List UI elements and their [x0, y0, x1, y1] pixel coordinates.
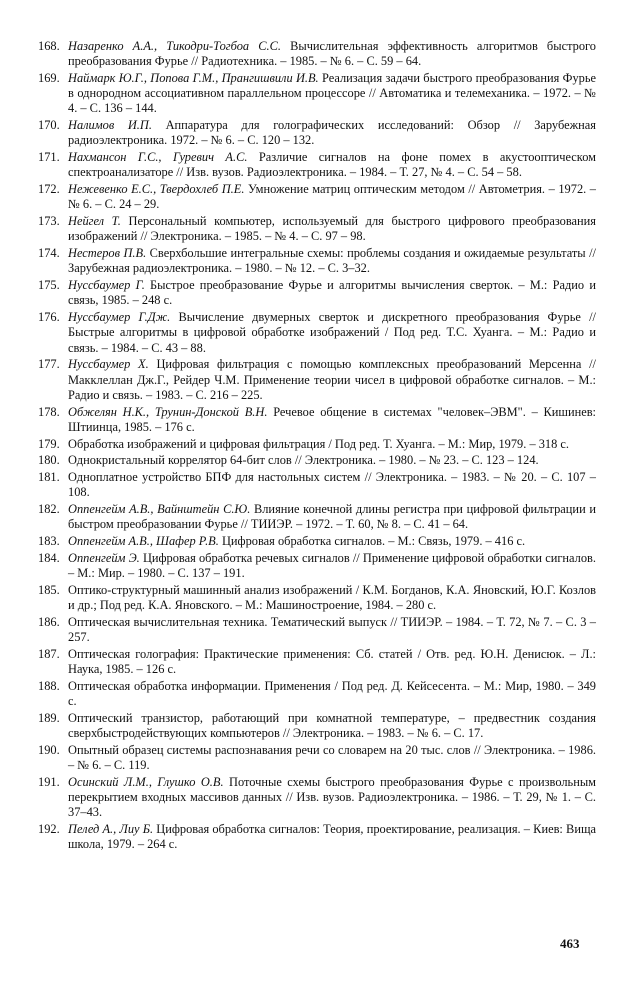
reference-text: [68, 711, 596, 741]
reference-number: 182.: [38, 502, 60, 517]
reference-body: Цифровая фильтрация с помощью комплексных преобразований Мерсенна // Макклеллан Дж.Г., Рейдер Ч.М. Применение теории чисел в цифровой обработке сигналов. – М.: Радио и связь. – 1983. – С. 216 – 225.: [68, 357, 596, 402]
reference-text: [68, 775, 596, 821]
reference-authors: Нежевенко Е.С., Твердохлеб П.Е.: [68, 182, 245, 197]
reference-entry: [38, 357, 596, 403]
reference-body: Различие сигналов на фоне помех в акустооптическом спектроанализаторе // Изв. вузов. Радиоэлектроника. – 1984. – Т. 27, № 4. – С. 54 – 58.: [68, 150, 596, 180]
reference-number: 172.: [38, 182, 60, 197]
reference-body: Персональный компьютер, используемый для быстрого цифрового преобразования изображений // Электроника. – 1985. – № 4. – С. 97 – 98.: [68, 214, 596, 244]
reference-authors: Оппенгейм Э.: [68, 551, 140, 565]
reference-text: [68, 278, 596, 308]
reference-entry: [38, 743, 596, 773]
reference-number: 171.: [38, 150, 60, 165]
reference-entry: [38, 278, 596, 308]
reference-text: [68, 246, 596, 276]
reference-entry: [38, 310, 596, 356]
reference-number: 170.: [38, 118, 60, 133]
reference-text: [68, 534, 596, 549]
reference-authors: Нуссбаумер Г.: [68, 278, 145, 293]
reference-text: [68, 615, 596, 645]
reference-number: 183.: [38, 534, 60, 549]
reference-body: Реализация задачи быстрого преобразования Фурье в однородном ассоциативном параллельном процессоре // Автоматика и телемеханика. – 1972. – № 4. – С. 136 – 144.: [68, 71, 596, 116]
reference-number: 169.: [38, 71, 60, 85]
reference-authors: Нуссбаумер Г.Дж.: [68, 310, 171, 325]
reference-number: 175.: [38, 278, 60, 293]
reference-body: Однокристальный коррелятор 64-бит слов // Электроника. – 1980. – № 23. – С. 123 – 124.: [68, 453, 539, 468]
reference-text: [68, 437, 596, 452]
reference-body: Речевое общение в системах "человек–ЭВМ". – Кишинев: Штиинца, 1985. – 176 с.: [68, 404, 596, 434]
reference-body: Опытный образец системы распознавания речи со словарем на 20 тыс. слов // Электроника. – 1986. – № 6. – С. 119.: [68, 743, 596, 773]
reference-entry: [38, 711, 596, 741]
reference-number: 192.: [38, 822, 60, 837]
reference-authors: Пелед А., Лиу Б.: [68, 822, 154, 837]
page-number: 463: [560, 936, 580, 951]
reference-body: Оптическая вычислительная техника. Тематический выпуск // ТИИЭР. – 1984. – Т. 72, № 7. – С. 3 – 257.: [68, 615, 596, 645]
reference-authors: Осинский Л.М., Глушко О.В.: [68, 775, 224, 789]
reference-text: [68, 118, 596, 148]
reference-entry: [38, 551, 596, 581]
reference-entry: [38, 534, 596, 549]
reference-body: Сверхбольшие интегральные схемы: проблемы создания и ожидаемые результаты // Зарубежная радиоэлектроника. – 1980. – № 12. – С. 3–32.: [68, 246, 596, 276]
reference-body: Влияние конечной длины регистра при цифровой фильтрации и быстром преобразовании Фурье // ТИИЭР. – 1972. – Т. 60, № 8. – С. 41 – 64.: [68, 502, 596, 532]
reference-body: Быстрое преобразование Фурье и алгоритмы вычисления сверток. – М.: Радио и связь, 1985. – 248 с.: [68, 278, 596, 308]
reference-body: Обработка изображений и цифровая фильтрация / Под ред. Т. Хуанга. – М.: Мир, 1979. – 318 с.: [68, 436, 570, 451]
reference-text: [68, 822, 596, 852]
reference-body: Вычисление двумерных сверток и дискретного преобразования Фурье // Быстрые алгоритмы в цифровой обработке изображений / Под ред. Т.С. Хуанга. – М.: Радио и связь. – 1984. – С. 43 – 88.: [68, 310, 596, 355]
reference-body: Одноплатное устройство БПФ для настольных систем // Электроника. – 1983. – № 20. – С. 107 – 108.: [68, 470, 596, 500]
reference-entry: [38, 71, 596, 117]
reference-number: 188.: [38, 679, 60, 693]
reference-body: Поточные схемы быстрого преобразования Фурье с произвольным перекрытием входных массивов данных // Изв. вузов. Радиоэлектроника. – 1986. – Т. 29, № 1. – С. 37–43.: [68, 775, 596, 820]
reference-entry: [38, 775, 596, 821]
reference-entry: [38, 214, 596, 244]
reference-text: [68, 583, 596, 613]
reference-number: 173.: [38, 214, 60, 229]
reference-body: Вычислительная эффективность алгоритмов быстрого преобразования Фурье // Радиотехника. – 1985. – № 6. – С. 59 – 64.: [68, 39, 596, 69]
reference-number: 174.: [38, 246, 60, 261]
reference-body: Цифровая обработка сигналов. – М.: Связь, 1979. – 416 с.: [221, 534, 526, 549]
reference-entry: [38, 437, 596, 452]
reference-entry: [38, 118, 596, 148]
reference-text: [68, 182, 596, 212]
reference-number: 181.: [38, 470, 60, 485]
reference-number: 179.: [38, 436, 60, 451]
reference-body: Цифровая обработка сигналов: Теория, проектирование, реализация. – Киев: Вища школа, 1979. – 264 с.: [68, 822, 596, 852]
reference-body: Умножение матриц оптическим методом // Автометрия. – 1972. – № 6. – С. 24 – 29.: [68, 182, 596, 212]
reference-entry: [38, 150, 596, 180]
reference-text: [68, 647, 596, 677]
reference-authors: Нестеров П.В.: [68, 246, 147, 261]
reference-number: 184.: [38, 551, 60, 565]
reference-entry: [38, 182, 596, 212]
reference-authors: Налимов И.П.: [68, 118, 152, 133]
reference-authors: Нахмансон Г.С., Гуревич А.С.: [68, 150, 248, 165]
reference-entry: [38, 39, 596, 69]
reference-body: Оптическая обработка информации. Применения / Под ред. Д. Кейсесента. – М.: Мир, 1980. – 349 с.: [68, 679, 596, 709]
reference-entry: [38, 405, 596, 435]
reference-body: Цифровая обработка речевых сигналов // Применение цифровой обработки сигналов. – М.: Мир. – 1980. – С. 137 – 191.: [68, 551, 596, 581]
reference-text: [68, 150, 596, 180]
reference-number: 191.: [38, 775, 60, 789]
reference-number: 190.: [38, 743, 60, 757]
reference-body: Оптико-структурный машинный анализ изображений / К.М. Богданов, К.А. Яновский, Ю.Г. Козлов и др.; Под ред. К.А. Яновского. – М.: Машиностроение, 1984. – 280 с.: [68, 583, 596, 613]
reference-text: [68, 679, 596, 709]
reference-entry: [38, 822, 596, 852]
reference-text: [68, 405, 596, 435]
reference-authors: Обжелян Н.К., Трунин-Донской В.Н.: [68, 404, 268, 419]
reference-text: [68, 214, 596, 244]
reference-text: [68, 551, 596, 581]
reference-body: Аппаратура для голографических исследований: Обзор // Зарубежная радиоэлектроника. 1972. – № 6. – С. 120 – 132.: [68, 118, 596, 148]
reference-text: [68, 470, 596, 500]
reference-authors: Оппенгейм А.В., Шафер Р.В.: [68, 534, 219, 549]
reference-authors: Нуссбаумер Х.: [68, 357, 149, 372]
reference-entry: [38, 615, 596, 645]
reference-text: [68, 357, 596, 403]
reference-entry: [38, 453, 596, 468]
reference-authors: Назаренко А.А., Тикодри-Тогбоа С.С.: [68, 39, 281, 53]
reference-number: 168.: [38, 39, 60, 53]
reference-number: 187.: [38, 647, 60, 661]
reference-text: [68, 743, 596, 773]
reference-list: [38, 39, 596, 854]
reference-entry: [38, 583, 596, 613]
reference-text: [68, 502, 596, 532]
reference-authors: Оппенгейм А.В., Вайнштейн С.Ю.: [68, 502, 251, 517]
reference-number: 176.: [38, 310, 60, 325]
reference-entry: [38, 502, 596, 532]
reference-body: Оптическая голография: Практические применения: Сб. статей / Отв. ред. Ю.Н. Денисюк. – Л.: Наука, 1985. – 126 с.: [68, 647, 596, 677]
reference-text: [68, 39, 596, 69]
reference-text: [68, 310, 596, 356]
reference-number: 185.: [38, 583, 60, 597]
reference-entry: [38, 470, 596, 500]
reference-text: [68, 71, 596, 117]
reference-number: 180.: [38, 453, 60, 468]
reference-entry: [38, 679, 596, 709]
reference-number: 177.: [38, 357, 60, 372]
reference-authors: Наймарк Ю.Г., Попова Г.М., Прангишвили И.В.: [68, 71, 319, 85]
reference-entry: [38, 647, 596, 677]
reference-number: 186.: [38, 615, 60, 629]
reference-number: 178.: [38, 404, 60, 419]
reference-number: 189.: [38, 711, 60, 725]
reference-entry: [38, 246, 596, 276]
reference-authors: Нейгел Т.: [68, 214, 121, 229]
reference-text: [68, 453, 596, 468]
reference-body: Оптический транзистор, работающий при комнатной температуре, – предвестник создания сверхбыстродействующих компьютеров // Электроника. – 1983. – № 6. – С. 17.: [68, 711, 596, 741]
